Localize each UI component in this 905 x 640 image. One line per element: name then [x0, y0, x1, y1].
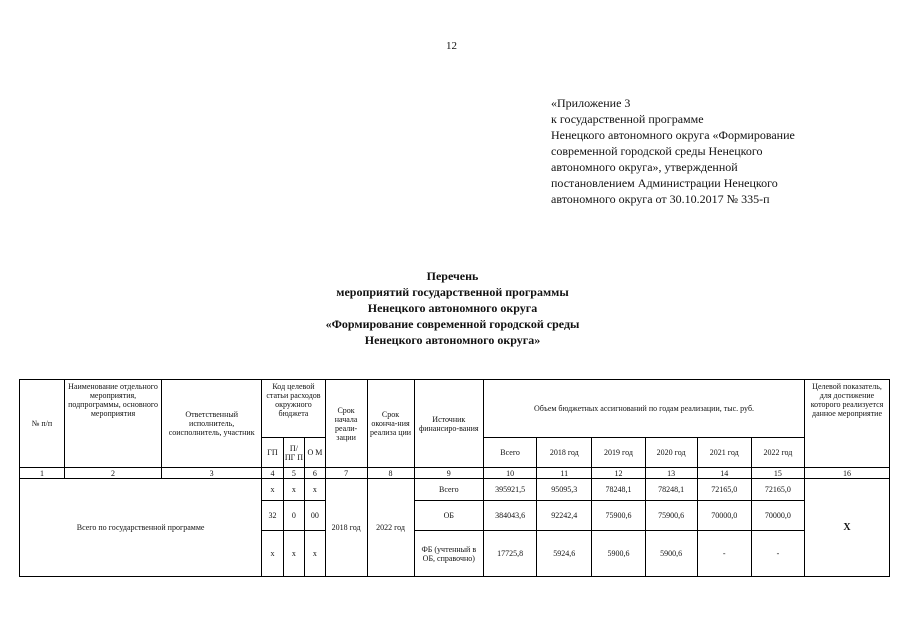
om-cell: х: [305, 531, 325, 577]
header-end: Срок оконча-ния реализа ции: [367, 380, 414, 468]
page-number: 12: [446, 40, 457, 52]
total-cell: 17725,8: [484, 531, 537, 577]
column-number: 10: [484, 468, 537, 479]
header-pgp: П/ ПГ П: [283, 438, 304, 468]
column-number: 15: [751, 468, 804, 479]
source-cell: ФБ (учтенный в ОБ, справочно): [414, 531, 484, 577]
source-cell: ОБ: [414, 501, 484, 531]
title-line: Ненецкого автономного округа»: [364, 333, 541, 347]
column-number: 6: [305, 468, 325, 479]
year-2021-cell: 70000,0: [697, 501, 751, 531]
total-cell: 395921,5: [484, 479, 537, 501]
header-gp: ГП: [262, 438, 283, 468]
appendix-line: «Приложение 3: [551, 96, 631, 110]
header-total: Всего: [484, 438, 537, 468]
gp-cell: х: [262, 531, 283, 577]
total-cell: 384043,6: [484, 501, 537, 531]
year-2022-cell: 70000,0: [751, 501, 804, 531]
header-num: № п/п: [20, 380, 65, 468]
column-number: 2: [64, 468, 161, 479]
year-2018-cell: 5924,6: [537, 531, 592, 577]
appendix-line: Ненецкого автономного округа «Формирование: [551, 128, 795, 142]
pgp-cell: х: [283, 479, 304, 501]
year-2022-cell: -: [751, 531, 804, 577]
header-indicator: Целевой показатель, для достижение которого реализуется данное мероприятие: [805, 380, 890, 468]
appendix-line: автономного округа от 30.10.2017 № 335-п: [551, 192, 770, 206]
year-2018-cell: 92242,4: [537, 501, 592, 531]
program-label: Всего по государственной программе: [20, 479, 262, 577]
title-line: мероприятий государственной программы: [336, 285, 569, 299]
year-2020-cell: 78248,1: [645, 479, 697, 501]
year-2019-cell: 5900,6: [592, 531, 645, 577]
header-2020: 2020 год: [645, 438, 697, 468]
program-end: 2022 год: [367, 479, 414, 577]
header-code: Код целевой статьи расходов окружного бюджета: [262, 380, 325, 438]
pgp-cell: 0: [283, 501, 304, 531]
header-2019: 2019 год: [592, 438, 645, 468]
column-number: 3: [162, 468, 262, 479]
header-2022: 2022 год: [751, 438, 804, 468]
program-start: 2018 год: [325, 479, 367, 577]
header-2021: 2021 год: [697, 438, 751, 468]
header-start: Срок начала реали-зации: [325, 380, 367, 468]
year-2021-cell: -: [697, 531, 751, 577]
column-number: 4: [262, 468, 283, 479]
title-line: «Формирование современной городской среды: [325, 317, 580, 331]
gp-cell: х: [262, 479, 283, 501]
header-om: О М: [305, 438, 325, 468]
column-number: 1: [20, 468, 65, 479]
column-number: 9: [414, 468, 484, 479]
title-line: Перечень: [426, 269, 479, 283]
appendix-line: автономного округа», утвержденной: [551, 160, 738, 174]
header-source: Источник финансиро-вания: [414, 380, 484, 468]
appendix-line: к государственной программе: [551, 112, 704, 126]
column-number: 16: [805, 468, 890, 479]
header-budget: Объем бюджетных ассигнований по годам реализации, тыс. руб.: [484, 380, 805, 438]
pgp-cell: х: [283, 531, 304, 577]
activities-table: [19, 379, 890, 577]
title-line: Ненецкого автономного округа: [367, 301, 538, 315]
header-name: Наименование отдельного мероприятия, подпрограммы, основного мероприятия: [64, 380, 161, 468]
column-number: 11: [537, 468, 592, 479]
year-2020-cell: 75900,6: [645, 501, 697, 531]
header-executor: Ответственный исполнитель, соисполнитель, участник: [162, 380, 262, 468]
year-2019-cell: 75900,6: [592, 501, 645, 531]
indicator-cell: Х: [805, 479, 890, 577]
column-number-row: [20, 468, 890, 479]
header-2018: 2018 год: [537, 438, 592, 468]
appendix-note: [551, 95, 795, 207]
year-2022-cell: 72165,0: [751, 479, 804, 501]
year-2020-cell: 5900,6: [645, 531, 697, 577]
column-number: 5: [283, 468, 304, 479]
column-number: 14: [697, 468, 751, 479]
om-cell: х: [305, 479, 325, 501]
gp-cell: 32: [262, 501, 283, 531]
column-number: 8: [367, 468, 414, 479]
source-cell: Всего: [414, 479, 484, 501]
column-number: 13: [645, 468, 697, 479]
column-number: 12: [592, 468, 645, 479]
appendix-line: постановлением Администрации Ненецкого: [551, 176, 778, 190]
table-row: [20, 479, 890, 501]
year-2018-cell: 95095,3: [537, 479, 592, 501]
appendix-line: современной городской среды Ненецкого: [551, 144, 763, 158]
year-2021-cell: 72165,0: [697, 479, 751, 501]
column-number: 7: [325, 468, 367, 479]
header-row: [20, 380, 890, 438]
year-2019-cell: 78248,1: [592, 479, 645, 501]
document-title: [200, 268, 705, 348]
om-cell: 00: [305, 501, 325, 531]
